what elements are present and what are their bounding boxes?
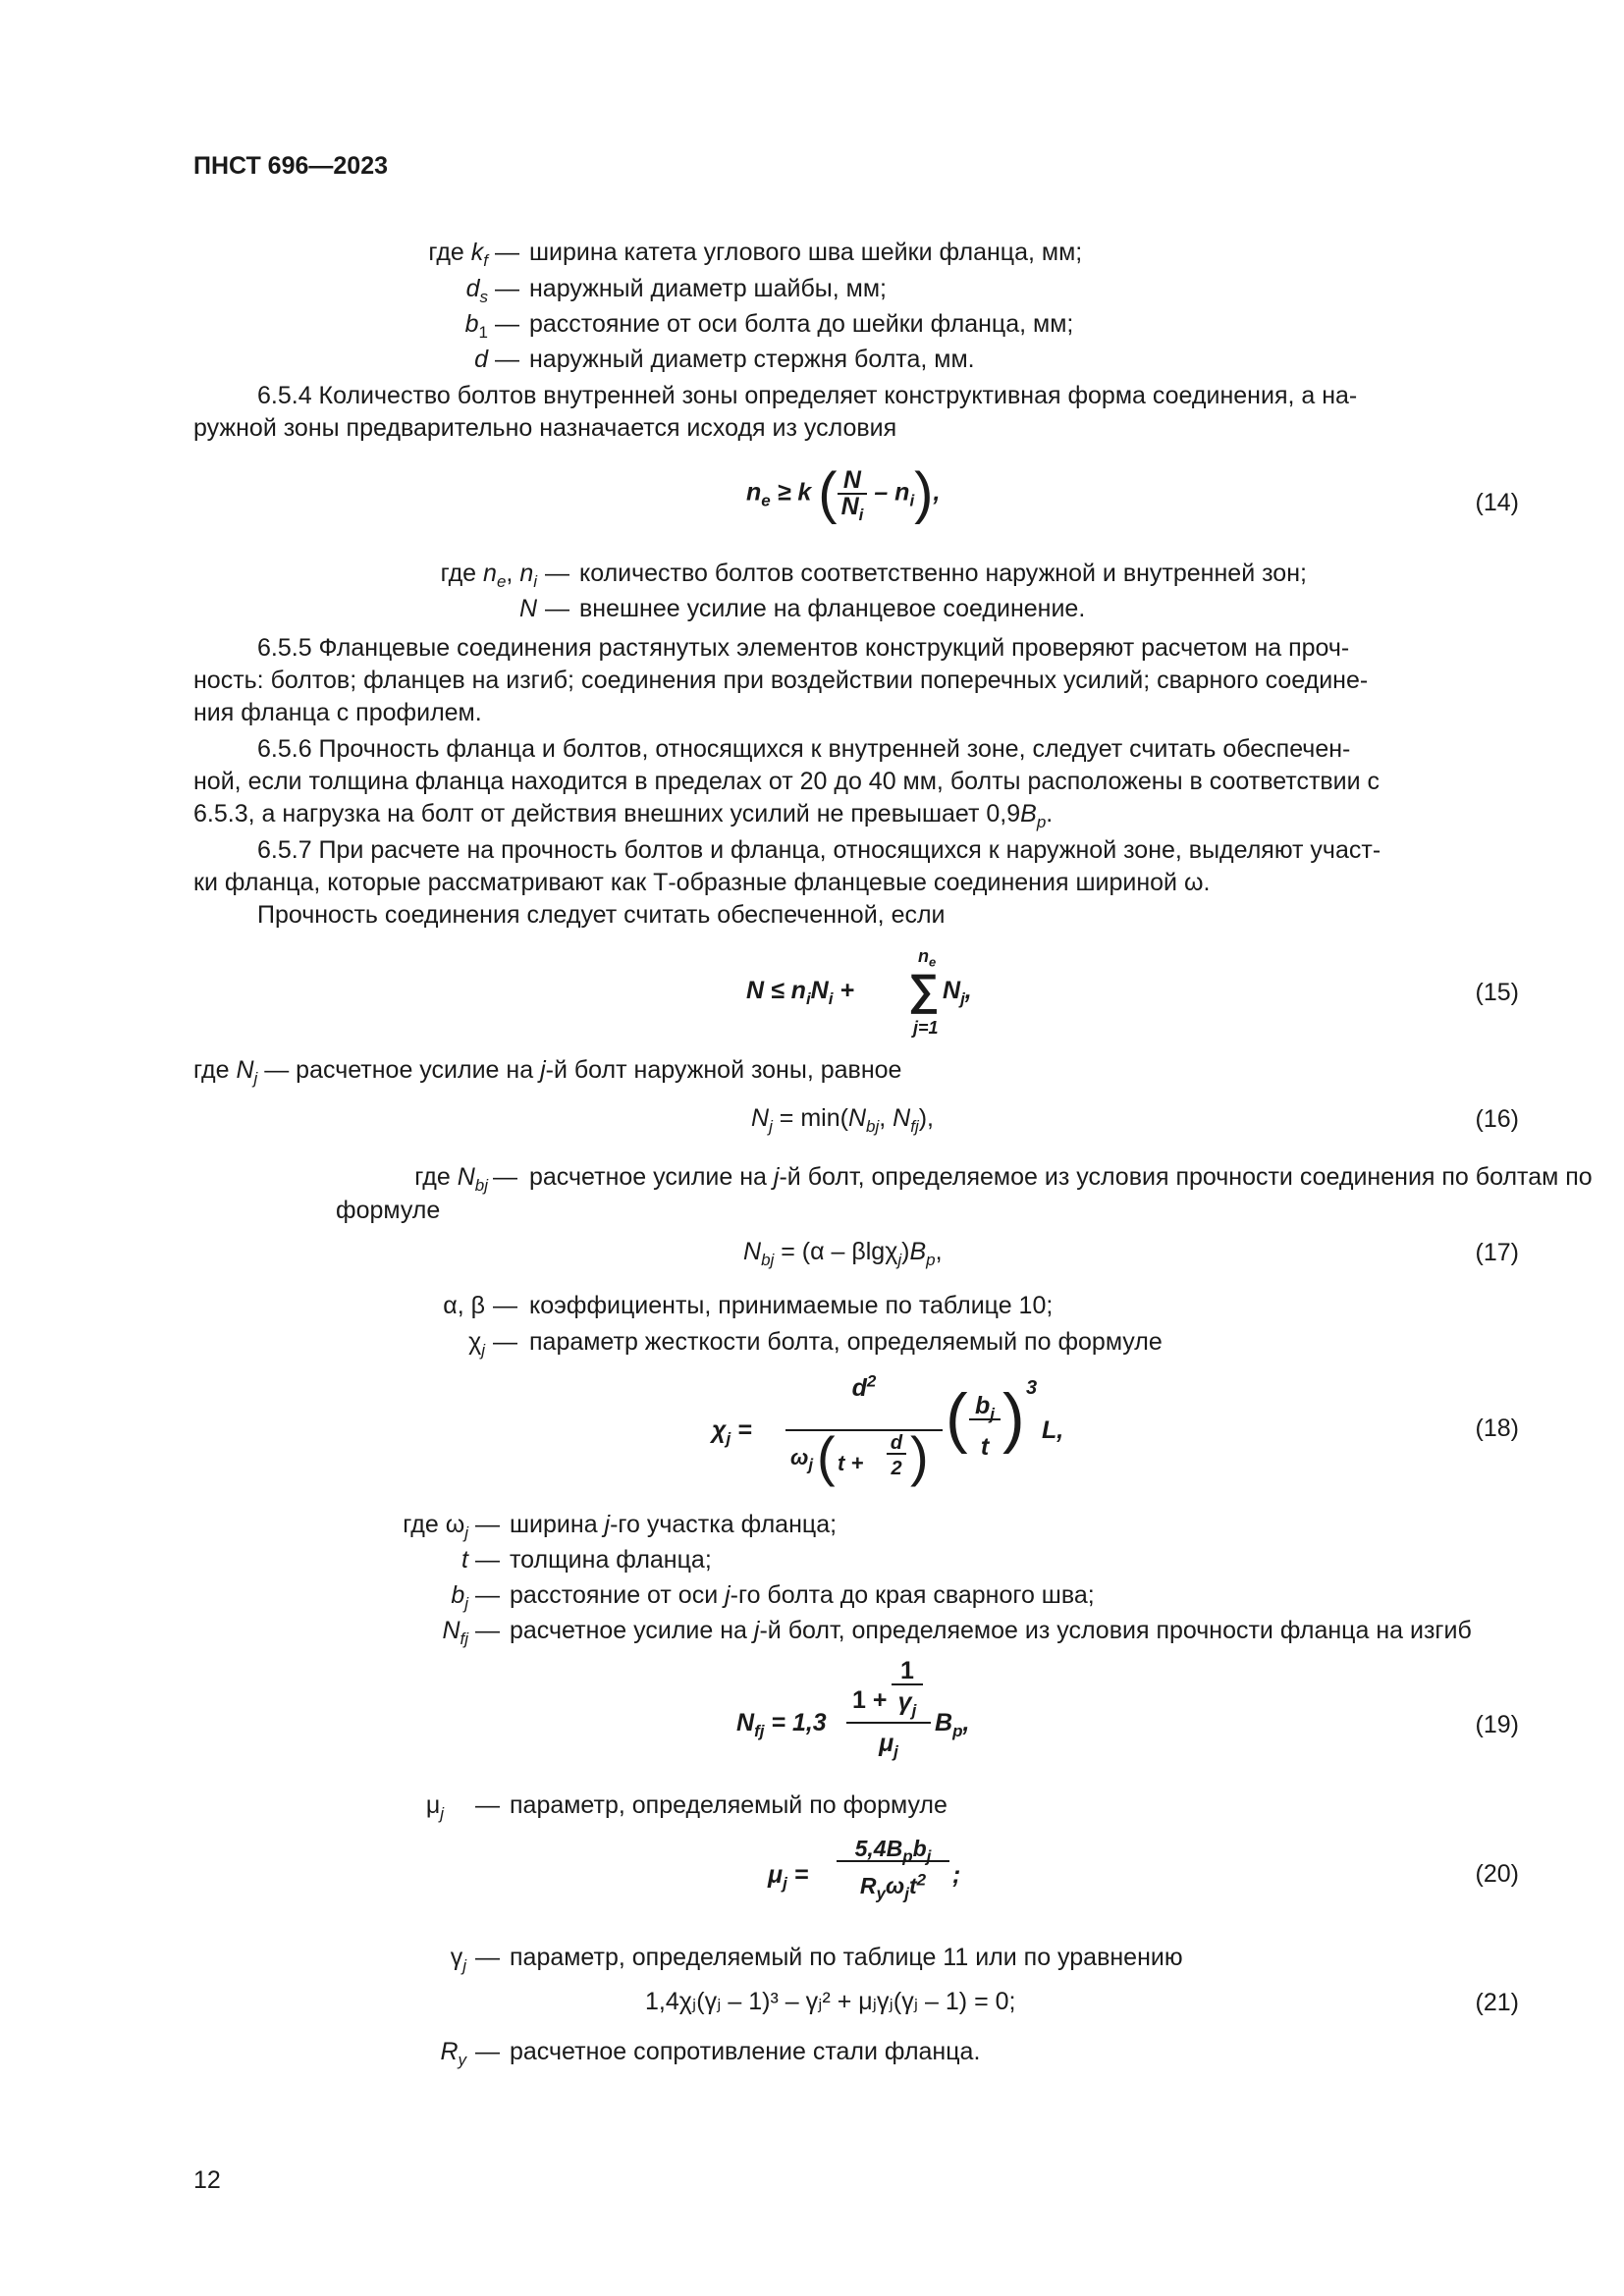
- equation-number-16: (16): [1475, 1105, 1519, 1133]
- def-omega: где $\omega_j$ — ширина j-го участка фланца;: [403, 1511, 838, 1542]
- equation-number-14: (14): [1475, 489, 1519, 516]
- formula-21: 1,4χⱼ(γⱼ – 1)³ – γⱼ² + μⱼγⱼ(γⱼ – 1) = 0;: [645, 1988, 1016, 2015]
- formula-17: $N_{bj} = (\alpha - \beta\lg\chi_j)B_p$,: [743, 1238, 943, 1269]
- def-b1: $b_1$ — расстояние от оси болта до шейки фланца, мм;: [464, 310, 1074, 342]
- formula-14: $n_e \ge k$ ( $\frac{N}{N_i}$ – $n_i$),: [746, 461, 941, 525]
- equation-number-17: (17): [1475, 1239, 1519, 1266]
- def-bj: $b_j$ — расстояние от оси j-го болта до края сварного шва;: [451, 1581, 1095, 1613]
- def-nbj-line2: формуле: [336, 1197, 441, 1224]
- def-alpha-beta: α, β — коэффициенты, принимаемые по таблице 10;: [443, 1292, 1054, 1319]
- para-6-5-4-line1: 6.5.4 Количество болтов внутренней зоны определяет конструктивная форма соединения, а на-: [257, 382, 1358, 409]
- def-mu: $\mu_j$ — параметр, определяемый по формуле: [425, 1791, 947, 1823]
- para-6-5-7-line1: 6.5.7 При расчете на прочность болтов и фланца, относящихся к наружной зоне, выделяют участ-: [257, 836, 1381, 864]
- para-6-5-6-line3: 6.5.3, а нагрузка на болт от действия внешних усилий не превышает $0,9B_p$.: [193, 800, 1054, 831]
- page-number: 12: [193, 2166, 221, 2194]
- para-6-5-6-line1: 6.5.6 Прочность фланца и болтов, относящихся к внутренней зоне, следует считать обеспечен-: [257, 735, 1351, 763]
- def-nj: где $N_j$ — расчетное усилие на j-й болт наружной зоны, равное: [193, 1056, 902, 1088]
- def-ds: $d_s$ — наружный диаметр шайбы, мм;: [465, 275, 887, 306]
- para-6-5-7-line3: Прочность соединения следует считать обеспеченной, если: [257, 901, 946, 929]
- formula-16: $N_j = \min(N_{bj}$, $N_{fj}$),: [751, 1104, 934, 1136]
- def-kf: где $k_f$ — ширина катета углового шва шейки фланца, мм;: [428, 239, 1083, 270]
- def-gamma: $\gamma_j$ — параметр, определяемый по таблице 11 или по уравнению: [450, 1944, 1183, 1975]
- equation-number-18: (18): [1475, 1415, 1519, 1442]
- para-6-5-6-line2: ной, если толщина фланца находится в пределах от 20 до 40 мм, болты расположены в соответствии с: [193, 768, 1380, 795]
- equation-number-21: (21): [1475, 1989, 1519, 2016]
- para-6-5-5-line1: 6.5.5 Фланцевые соединения растянутых элементов конструкций проверяют расчетом на проч-: [257, 634, 1350, 662]
- def-N: N — внешнее усилие на фланцевое соединение.: [518, 595, 1086, 622]
- equation-number-20: (20): [1475, 1860, 1519, 1888]
- def-nfj: $N_{fj}$ — расчетное усилие на j-й болт, определяемое из условия прочности фланца на изгиб: [442, 1617, 1472, 1648]
- document-code: ПНСТ 696—2023: [193, 152, 388, 180]
- equation-number-15: (15): [1475, 979, 1519, 1006]
- para-6-5-5-line2: ность: болтов; фланцев на изгиб; соединения при воздействии поперечных усилий; сварного соедине-: [193, 667, 1369, 694]
- def-t: t — толщина фланца;: [461, 1546, 712, 1574]
- def-d: d — наружный диаметр стержня болта, мм.: [474, 346, 975, 373]
- def-chi: $\chi_j$ — параметр жесткости болта, определяемый по формуле: [468, 1328, 1163, 1360]
- def-nbj: где $N_{bj}$ — расчетное усилие на j-й болт, определяемое из условия прочности соединения по болтам по: [414, 1163, 1593, 1195]
- para-6-5-4-line2: ружной зоны предварительно назначается исходя из условия: [193, 414, 897, 442]
- def-ry: $R_y$ — расчетное сопротивление стали фланца.: [440, 2038, 981, 2069]
- def-ne-ni: где $n_e$, $n_i$ — количество болтов соответственно наружной и внутренней зон;: [440, 560, 1307, 591]
- para-6-5-5-line3: ния фланца с профилем.: [193, 699, 482, 726]
- para-6-5-7-line2: ки фланца, которые рассматривают как Т-образные фланцевые соединения шириной ω.: [193, 869, 1211, 896]
- equation-number-19: (19): [1475, 1711, 1519, 1738]
